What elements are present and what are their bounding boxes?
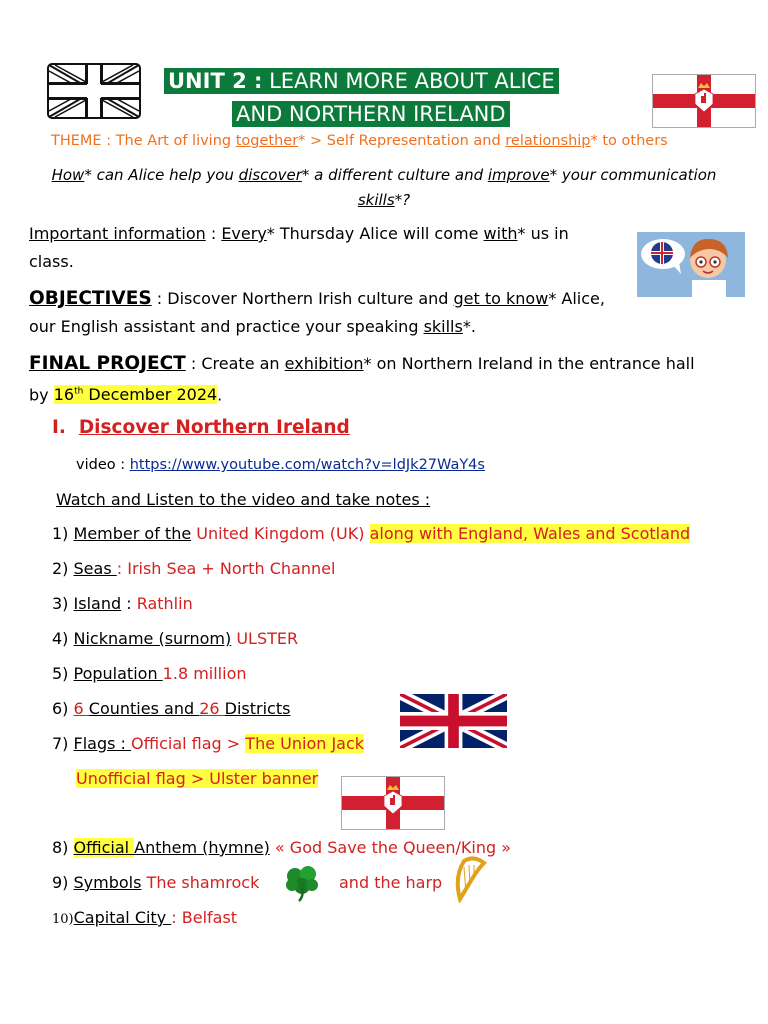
item-answer: Official flag >: [131, 734, 246, 753]
final-text-1: : Create an: [185, 354, 285, 373]
objectives-get-to-know: get to know: [453, 289, 549, 308]
objectives-paragraph: [29, 285, 649, 341]
q-text-3: * your communication: [549, 166, 717, 184]
important-text-2: * us in: [517, 224, 569, 243]
q-skills: skills: [357, 191, 395, 209]
item-label: Nickname (surnom): [73, 629, 232, 648]
item-answer: : Belfast: [171, 908, 238, 927]
item-answer: Rathlin: [136, 594, 193, 613]
q-improve: improve: [487, 166, 550, 184]
union-jack-icon: [400, 694, 507, 748]
item-label: Member of the: [73, 524, 192, 543]
item-number: 10): [52, 912, 74, 927]
item-label: Anthem (hymne): [134, 838, 270, 857]
guiding-question: [20, 163, 748, 213]
item-number: 2): [52, 559, 69, 578]
q-how: How: [51, 166, 85, 184]
list-item-7: [52, 734, 364, 753]
final-date-sup: th: [74, 387, 84, 397]
item-number: 4): [52, 629, 69, 648]
objectives-text-1: : Discover Northern Irish culture and: [151, 289, 454, 308]
item-number: 1): [52, 524, 69, 543]
list-item-8: [52, 838, 511, 857]
theme-mid: * > Self Representation and: [298, 133, 506, 149]
theme-prefix: THEME : The Art of living: [51, 133, 236, 149]
important-sep: :: [205, 224, 222, 243]
list-item-1: [52, 524, 690, 543]
theme-suffix: * to others: [590, 133, 668, 149]
item-label: Island: [73, 594, 122, 613]
important-every: Every: [221, 224, 267, 243]
ulster-banner-icon: [652, 74, 756, 128]
item-label: Seas: [73, 559, 117, 578]
item-number: 6): [52, 699, 69, 718]
q-text-1: * can Alice help you: [84, 166, 239, 184]
objectives-text-3: our English assistant and practice your speaking: [29, 317, 424, 336]
section-heading: [52, 417, 350, 438]
list-item-5: [52, 664, 247, 683]
unofficial-flag-line: Unofficial flag > Ulster banner: [76, 769, 319, 788]
uk-flag-outline-icon: [47, 63, 141, 119]
objectives-text-2: * Alice,: [548, 289, 605, 308]
final-exhibition: exhibition: [284, 354, 364, 373]
alice-avatar-icon: [637, 232, 745, 297]
item-districts-number: 26: [199, 699, 225, 718]
theme-line: [51, 133, 668, 149]
final-text-4: .: [217, 385, 223, 405]
q-text-2: * a different culture and: [301, 166, 488, 184]
item-number: 3): [52, 594, 69, 613]
item-answer: 1.8 million: [162, 664, 247, 683]
ulster-banner-icon: [341, 776, 445, 830]
important-with: with: [483, 224, 518, 243]
item-highlight: along with England, Wales and Scotland: [369, 524, 691, 543]
item-answer-shamrock: The shamrock: [141, 873, 260, 892]
harp-icon: [452, 855, 488, 903]
item-counties-label: Counties and: [88, 699, 200, 718]
theme-word-together: together: [235, 133, 299, 149]
important-text-1: * Thursday Alice will come: [266, 224, 484, 243]
title-line-1: [164, 68, 559, 94]
video-link[interactable]: https://www.youtube.com/watch?v=ldJk27WaY4s: [129, 457, 485, 473]
important-line-2: class.: [29, 252, 74, 271]
objectives-heading: OBJECTIVES: [29, 288, 152, 309]
item-sep: :: [121, 594, 137, 613]
item-districts-label: Districts: [224, 699, 291, 718]
final-date-day: 16: [53, 385, 75, 405]
item-label: Flags :: [73, 734, 132, 753]
title-line-2: AND NORTHERN IRELAND: [232, 101, 510, 127]
final-text-2: * on Northern Ireland in the entrance hall: [363, 354, 695, 373]
section-title: Discover Northern Ireland: [78, 417, 350, 438]
item-number: 5): [52, 664, 69, 683]
item-answer: : Irish Sea + North Channel: [116, 559, 336, 578]
harp-text: and the harp: [339, 873, 443, 892]
objectives-skills: skills: [423, 317, 463, 336]
video-line: [76, 457, 485, 473]
item-answer: United Kingdom (UK): [191, 524, 370, 543]
theme-word-relationship: relationship: [505, 133, 591, 149]
final-date-rest: December 2024: [83, 385, 218, 405]
important-label: Important information: [29, 224, 206, 243]
shamrock-icon: [281, 862, 323, 902]
q-discover: discover: [238, 166, 302, 184]
list-item-10: [52, 908, 237, 927]
final-project-heading: FINAL PROJECT: [29, 353, 186, 374]
final-date: [54, 385, 217, 404]
instruction-line: Watch and Listen to the video and take notes :: [56, 490, 431, 509]
item-highlight: Official: [73, 838, 135, 857]
item-highlight: The Union Jack: [245, 734, 365, 753]
list-item-6: [52, 699, 290, 718]
objectives-text-4: *.: [462, 317, 476, 336]
video-label: video :: [76, 457, 130, 473]
item-label: Population: [73, 664, 163, 683]
list-item-4: [52, 629, 298, 648]
list-item-3: [52, 594, 193, 613]
section-number: I.: [52, 417, 66, 438]
q-text-4: *?: [394, 191, 411, 209]
list-item-2: [52, 559, 335, 578]
item-answer: « God Save the Queen/King »: [269, 838, 511, 857]
important-information: [29, 220, 629, 276]
final-project-paragraph: [29, 350, 749, 409]
title-bold: UNIT 2 :: [168, 69, 263, 93]
title-rest: LEARN MORE ABOUT ALICE: [269, 69, 555, 93]
item-counties-number: 6: [73, 699, 89, 718]
final-text-3: by: [29, 385, 54, 405]
item-label: Symbols: [73, 873, 142, 892]
item-answer: ULSTER: [231, 629, 299, 648]
item-number: 9): [52, 873, 69, 892]
item-number: 8): [52, 838, 69, 857]
item-number: 7): [52, 734, 69, 753]
item-label: Capital City: [73, 908, 172, 927]
list-item-9: [52, 873, 259, 892]
